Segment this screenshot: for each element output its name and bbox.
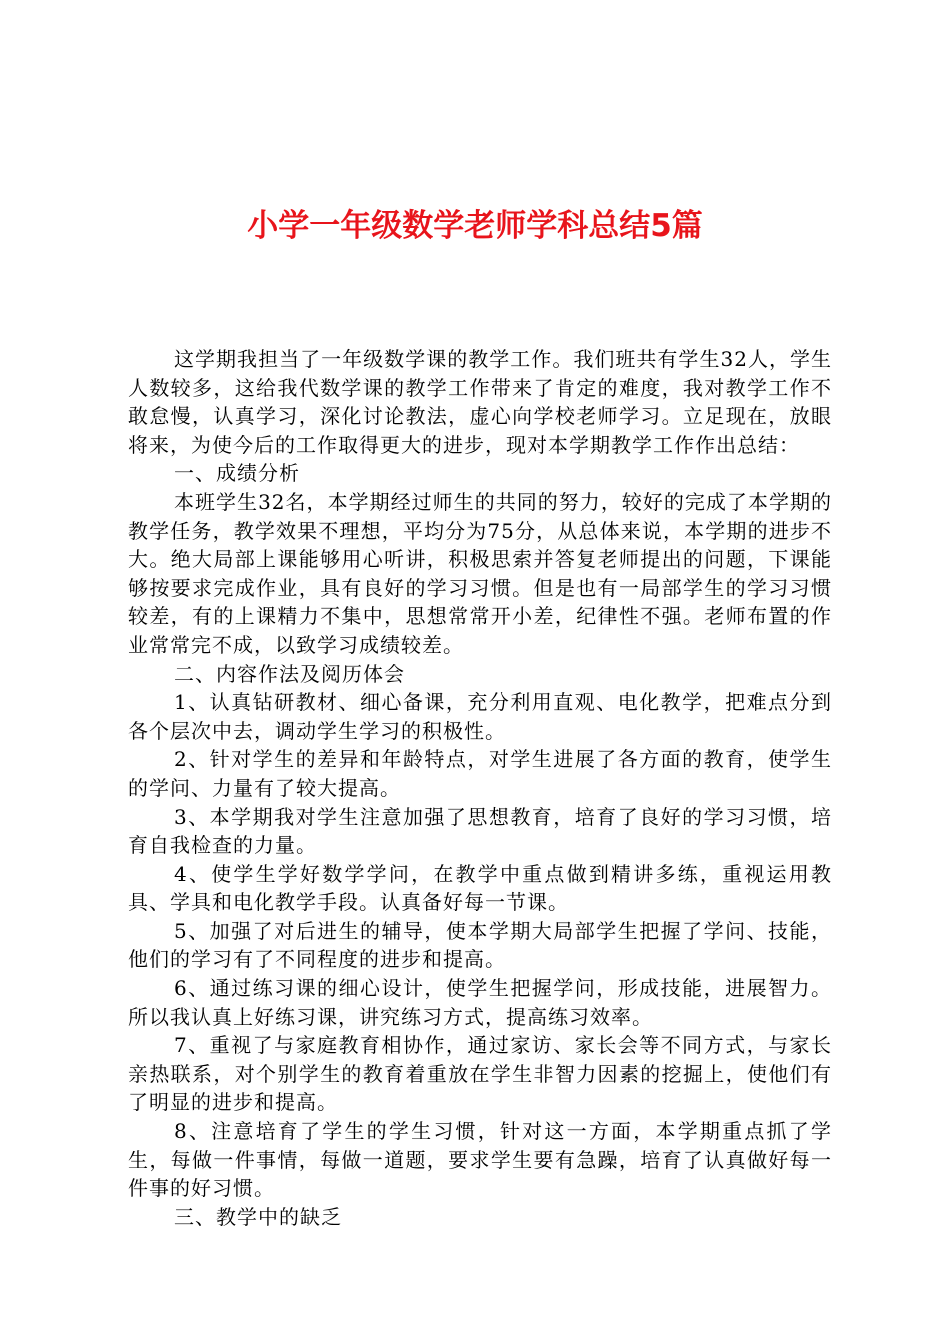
list-item-5: 5、加强了对后进生的辅导，使本学期大局部学生把握了学问、技能，他们的学习有了不同程度的进步和提高。 — [128, 918, 832, 972]
section-heading-results: 一、成绩分析 — [174, 461, 300, 486]
intro-paragraph: 这学期我担当了一年级数学课的教学工作。我们班共有学生32人，学生人数较多，这给我代数学课的教学工作带来了肯定的难度，我对教学工作不敢怠慢，认真学习，深化讨论教法，虚心向学校老师学习。立足现在，放眼将来，为使今后的工作取得更大的进步，现对本学期教学工作作出总结： — [128, 347, 832, 457]
results-paragraph: 本班学生32名，本学期经过师生的共同的努力，较好的完成了本学期的教学任务，教学效果不理想，平均分为75分，从总体来说，本学期的进步不大。绝大局部上课能够用心听讲，积极思索并答复老师提出的问题，下课能够按要求完成作业，具有良好的学习习惯。但是也有一局部学生的学习习惯较差，有的上课精力不集中，思想常常开小差，纪律性不强。老师布置的作业常常完不成，以致学习成绩较差。 — [128, 489, 832, 657]
document-body — [128, 345, 832, 1231]
list-item-7: 7、重视了与家庭教育相协作，通过家访、家长会等不同方式，与家长亲热联系，对个别学生的教育着重放在学生非智力因素的挖掘上，使他们有了明显的进步和提高。 — [128, 1033, 832, 1115]
section-heading-methods: 二、内容作法及阅历体会 — [174, 661, 405, 686]
list-item-3: 3、本学期我对学生注意加强了思想教育，培育了良好的学习习惯，培育自我检查的力量。 — [128, 804, 832, 858]
list-item-6: 6、通过练习课的细心设计，使学生把握学问，形成技能，进展智力。所以我认真上好练习课，讲究练习方式，提高练习效率。 — [128, 976, 832, 1029]
list-item-2: 2、针对学生的差异和年龄特点，对学生进展了各方面的教育，使学生的学问、力量有了较大提高。 — [128, 747, 832, 800]
section-heading-shortcomings: 三、教学中的缺乏 — [174, 1204, 342, 1229]
list-item-1: 1、认真钻研教材、细心备课，充分利用直观、电化教学，把难点分到各个层次中去，调动学生学习的积极性。 — [128, 690, 832, 743]
list-item-4: 4、使学生学好数学学问，在教学中重点做到精讲多练，重视运用教具、学具和电化教学手段。认真备好每一节课。 — [128, 861, 832, 915]
list-item-8: 8、注意培育了学生的学生习惯，针对这一方面，本学期重点抓了学生，每做一件事情，每做一道题，要求学生要有急躁，培育了认真做好每一件事的好习惯。 — [128, 1119, 832, 1201]
document-title: 小学一年级数学老师学科总结5篇 — [247, 208, 703, 244]
